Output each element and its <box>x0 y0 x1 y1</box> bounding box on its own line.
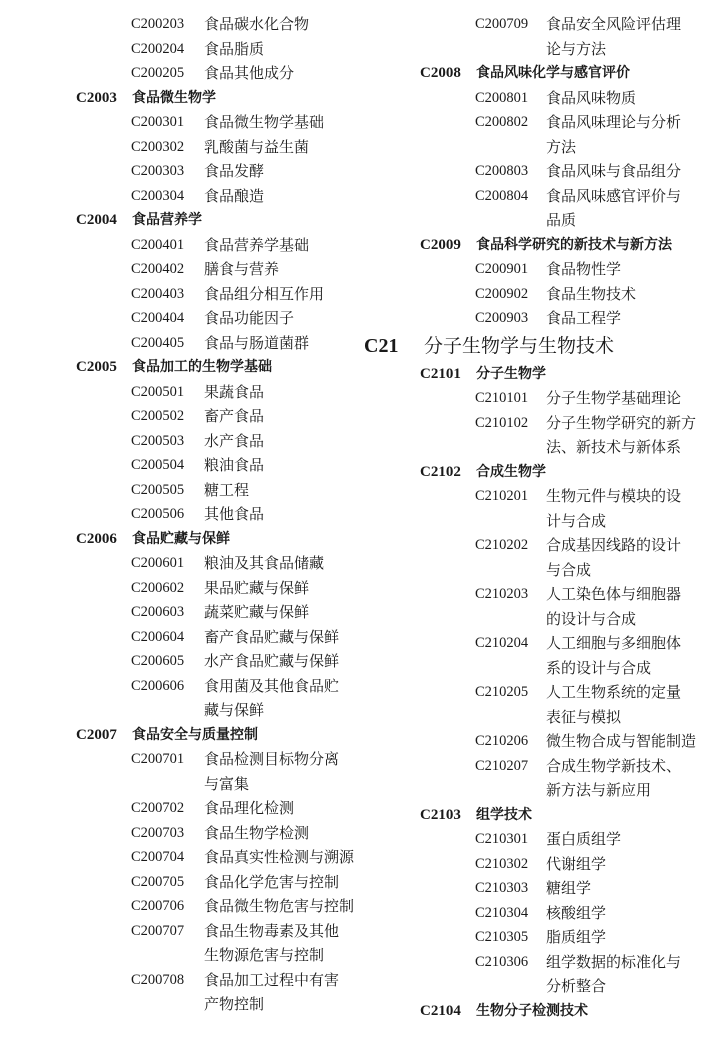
entry-row <box>362 729 720 754</box>
entry-title: 水产食品 <box>204 431 265 450</box>
entry-title: 食品工程学 <box>546 309 622 327</box>
entry-row <box>362 37 720 62</box>
entry-code: C200403 <box>131 285 185 302</box>
entry-row <box>0 723 360 748</box>
entry-code: C210207 <box>475 757 529 774</box>
entry-title: 合成生物学新技术、 <box>546 756 682 775</box>
entry-title: 食品微生物学基础 <box>204 113 325 131</box>
entry-code: C200504 <box>131 457 185 473</box>
entry-title: 品质 <box>546 211 577 229</box>
entry-code: C2007 <box>76 726 117 743</box>
entry-title: 论与方法 <box>546 39 607 58</box>
entry-code: C200204 <box>131 40 185 57</box>
entry-row <box>0 233 360 258</box>
entry-row <box>362 754 720 779</box>
entry-title: 计与合成 <box>546 511 607 530</box>
entry-title: 食品风味感官评价与 <box>546 186 682 205</box>
entry-code: C200707 <box>131 922 185 939</box>
entry-title: 产物控制 <box>204 995 265 1013</box>
entry-code: C210302 <box>475 855 529 872</box>
entry-title: 食品风味化学与感官评价 <box>476 65 630 81</box>
entry-title: 食品贮藏与保鲜 <box>132 530 230 547</box>
entry-code: C200802 <box>475 114 529 130</box>
entry-row <box>0 968 360 993</box>
entry-code: C200203 <box>131 16 185 32</box>
entry-title: 食品发酵 <box>204 162 265 180</box>
entry-title: 食品生物学检测 <box>204 823 310 842</box>
entry-code: C200604 <box>131 628 185 645</box>
entry-code: C200704 <box>131 849 185 865</box>
entry-row <box>362 656 720 681</box>
entry-row <box>362 950 720 975</box>
entry-title: 人工染色体与细胞器 <box>546 585 682 603</box>
entry-row <box>0 527 360 552</box>
entry-title: 食品碳水化合物 <box>204 15 310 33</box>
entry-title: 食品营养学基础 <box>204 235 310 254</box>
entry-code: C210203 <box>475 586 529 602</box>
entry-code: C2102 <box>420 463 461 480</box>
entry-row <box>362 680 720 705</box>
entry-row <box>0 625 360 650</box>
entry-code: C210304 <box>475 904 529 921</box>
entry-code: C210205 <box>475 684 529 700</box>
entry-code: C200709 <box>475 16 529 32</box>
entry-code: C200405 <box>131 334 185 351</box>
entry-title: 分子生物学研究的新方 <box>546 413 697 432</box>
entry-row <box>362 607 720 632</box>
entry-row <box>362 386 720 411</box>
entry-row <box>362 827 720 852</box>
entry-row <box>0 747 360 772</box>
entry-row <box>0 355 360 380</box>
entry-row <box>362 803 720 828</box>
entry-row <box>0 674 360 699</box>
entry-code: C210206 <box>475 733 529 749</box>
entry-code: C210201 <box>475 488 529 504</box>
entry-title: 食品脂质 <box>204 39 265 58</box>
entry-code: C200801 <box>475 89 529 106</box>
entry-title: 糖工程 <box>204 480 250 499</box>
entry-row <box>0 86 360 111</box>
entry-row <box>362 460 720 485</box>
entry-title: 表征与模拟 <box>546 707 622 726</box>
entry-title: 食品风味物质 <box>546 88 637 107</box>
entry-row <box>0 600 360 625</box>
entry-title: 畜产食品 <box>204 407 265 425</box>
entry-row <box>362 631 720 656</box>
entry-code: C2103 <box>420 806 461 823</box>
entry-code: C200401 <box>131 236 185 253</box>
entry-row <box>0 453 360 478</box>
entry-row <box>0 992 360 1017</box>
entry-code: C200803 <box>475 163 529 179</box>
entry-row <box>0 380 360 405</box>
entry-row <box>362 306 720 331</box>
entry-row <box>362 974 720 999</box>
entry-title: 法、新技术与新体系 <box>546 438 682 456</box>
entry-code: C200901 <box>475 261 529 277</box>
entry-title: 人工生物系统的定量 <box>546 683 682 701</box>
entry-title: 食品风味与食品组分 <box>546 162 682 180</box>
entry-title: 食品微生物学 <box>132 89 216 106</box>
entry-title: 微生物合成与智能制造 <box>546 732 697 750</box>
entry-code: C200804 <box>475 187 529 204</box>
entry-code: C210305 <box>475 929 529 945</box>
entry-title: 藏与保鲜 <box>204 701 265 719</box>
entry-row <box>0 894 360 919</box>
entry-code: C200708 <box>131 971 185 988</box>
entry-row <box>0 135 360 160</box>
entry-title: 核酸组学 <box>546 903 607 922</box>
entry-row <box>362 533 720 558</box>
entry-title: 食品酿造 <box>204 186 265 205</box>
entry-row <box>0 257 360 282</box>
entry-row <box>0 61 360 86</box>
entry-row <box>362 233 720 258</box>
entry-title: 分子生物学 <box>476 365 546 382</box>
entry-row <box>362 999 720 1024</box>
entry-row <box>0 821 360 846</box>
entry-title: 人工细胞与多细胞体 <box>546 634 682 652</box>
entry-row <box>362 331 720 362</box>
entry-title: 生物源危害与控制 <box>204 946 325 964</box>
entry-row <box>362 282 720 307</box>
entry-row <box>0 110 360 135</box>
entry-code: C2104 <box>420 1002 461 1019</box>
entry-row <box>362 257 720 282</box>
entry-title: 食品检测目标物分离 <box>204 750 340 768</box>
entry-row <box>362 852 720 877</box>
entry-title: 组学数据的标准化与 <box>546 952 682 971</box>
entry-row <box>362 362 720 387</box>
entry-title: 组学技术 <box>476 806 532 823</box>
entry-code: C200701 <box>131 751 185 767</box>
entry-title: 蔬菜贮藏与保鲜 <box>204 603 310 621</box>
entry-row <box>0 331 360 356</box>
entry-row <box>362 509 720 534</box>
entry-code: C200304 <box>131 187 185 204</box>
entry-code: C2008 <box>420 65 461 81</box>
entry-title: 水产食品贮藏与保鲜 <box>204 652 340 670</box>
left-column <box>0 12 360 1017</box>
entry-row <box>362 778 720 803</box>
entry-code: C200601 <box>131 555 185 571</box>
entry-title: 食用菌及其他食品贮 <box>204 676 340 695</box>
entry-title: 粮油及其食品储藏 <box>204 554 325 572</box>
entry-code: C200501 <box>131 383 185 400</box>
entry-title: 脂质组学 <box>546 928 607 946</box>
entry-code: C200605 <box>131 653 185 669</box>
entry-title: 畜产食品贮藏与保鲜 <box>204 627 340 646</box>
entry-code: C2003 <box>76 89 117 106</box>
entry-title: 生物分子检测技术 <box>476 1002 588 1019</box>
entry-code: C210301 <box>475 831 529 847</box>
entry-code: C200703 <box>131 824 185 841</box>
entry-title: 食品其他成分 <box>204 64 295 82</box>
entry-title: 与合成 <box>546 560 592 579</box>
entry-title: 食品与肠道菌群 <box>204 333 310 352</box>
entry-title: 食品物性学 <box>546 260 622 278</box>
entry-row <box>362 558 720 583</box>
entry-code: C210202 <box>475 537 529 553</box>
entry-code: C200506 <box>131 506 185 522</box>
entry-row <box>362 110 720 135</box>
entry-row <box>0 306 360 331</box>
entry-title: 粮油食品 <box>204 456 265 474</box>
entry-title: 食品生物技术 <box>546 284 637 303</box>
entry-code: C210306 <box>475 953 529 970</box>
entry-row <box>0 404 360 429</box>
entry-title: 食品生物毒素及其他 <box>204 921 340 940</box>
entry-code: C200706 <box>131 898 185 914</box>
entry-title: 生物元件与模块的设 <box>546 487 682 505</box>
entry-title: 食品安全与质量控制 <box>132 726 258 743</box>
entry-title: 膳食与营养 <box>204 260 280 278</box>
entry-code: C200302 <box>131 138 185 155</box>
right-column <box>362 12 720 1023</box>
entry-title: 食品功能因子 <box>204 309 295 327</box>
entry-title: 食品微生物危害与控制 <box>204 897 355 915</box>
entry-title: 食品加工的生物学基础 <box>132 359 272 375</box>
entry-row <box>362 135 720 160</box>
entry-row <box>0 184 360 209</box>
entry-title: 新方法与新应用 <box>546 781 652 799</box>
entry-title: 方法 <box>546 137 577 156</box>
entry-code: C200301 <box>131 114 185 130</box>
entry-code: C200404 <box>131 310 185 326</box>
entry-row <box>0 649 360 674</box>
entry-title: 食品真实性检测与溯源 <box>204 848 355 866</box>
entry-code: C200502 <box>131 408 185 424</box>
entry-title: 其他食品 <box>204 505 265 523</box>
entry-title: 食品组分相互作用 <box>204 284 325 303</box>
entry-row <box>362 901 720 926</box>
entry-row <box>362 582 720 607</box>
entry-code: C200902 <box>475 285 529 302</box>
entry-row <box>362 411 720 436</box>
entry-code: C200903 <box>475 310 529 326</box>
entry-code: C200402 <box>131 261 185 277</box>
entry-code: C210303 <box>475 880 529 896</box>
entry-code: C200705 <box>131 873 185 890</box>
entry-row <box>0 502 360 527</box>
entry-row <box>0 429 360 454</box>
entry-row <box>362 876 720 901</box>
entry-row <box>362 159 720 184</box>
entry-title: 合成生物学 <box>476 463 546 480</box>
entry-row <box>0 282 360 307</box>
entry-title: 分子生物学基础理论 <box>546 389 682 407</box>
entry-code: C2009 <box>420 236 461 253</box>
entry-row <box>362 925 720 950</box>
entry-code: C210204 <box>475 635 529 651</box>
entry-title: 食品安全风险评估理 <box>546 15 682 33</box>
entry-row <box>0 796 360 821</box>
entry-title: 蛋白质组学 <box>546 830 622 848</box>
entry-code: C210102 <box>475 414 529 431</box>
entry-code: C200205 <box>131 65 185 81</box>
entry-row <box>362 435 720 460</box>
entry-code: C2005 <box>76 359 117 375</box>
entry-title: 与富集 <box>204 774 250 793</box>
entry-title: 食品风味理论与分析 <box>546 113 682 131</box>
entry-row <box>0 551 360 576</box>
entry-row <box>0 943 360 968</box>
entry-title: 合成基因线路的设计 <box>546 536 682 554</box>
entry-title: 果蔬食品 <box>204 382 265 401</box>
entry-code: C200503 <box>131 432 185 449</box>
entry-row <box>0 919 360 944</box>
entry-code: C200602 <box>131 579 185 596</box>
entry-title: 食品科学研究的新技术与新方法 <box>476 236 672 253</box>
entry-title: 果品贮藏与保鲜 <box>204 578 310 597</box>
entry-title: 代谢组学 <box>546 854 607 873</box>
entry-code: C21 <box>364 334 399 357</box>
entry-code: C200606 <box>131 677 185 694</box>
entry-row <box>362 86 720 111</box>
entry-code: C2004 <box>76 212 117 228</box>
entry-title: 系的设计与合成 <box>546 658 652 677</box>
entry-row <box>362 705 720 730</box>
entry-row <box>0 37 360 62</box>
entry-row <box>0 576 360 601</box>
entry-row <box>0 12 360 37</box>
entry-row <box>0 208 360 233</box>
entry-row <box>0 845 360 870</box>
entry-code: C2101 <box>420 365 461 382</box>
entry-row <box>362 184 720 209</box>
entry-row <box>362 12 720 37</box>
entry-title: 食品营养学 <box>132 212 202 228</box>
entry-code: C200702 <box>131 800 185 816</box>
entry-code: C2006 <box>76 530 117 547</box>
entry-row <box>0 772 360 797</box>
entry-title: 食品理化检测 <box>204 799 295 817</box>
entry-title: 的设计与合成 <box>546 609 637 628</box>
entry-row <box>362 484 720 509</box>
entry-title: 食品化学危害与控制 <box>204 872 340 891</box>
entry-row <box>0 698 360 723</box>
entry-title: 食品加工过程中有害 <box>204 970 340 989</box>
entry-code: C210101 <box>475 390 529 406</box>
entry-row <box>362 208 720 233</box>
entry-code: C200505 <box>131 481 185 498</box>
entry-row <box>0 159 360 184</box>
entry-title: 分析整合 <box>546 977 607 995</box>
entry-row <box>0 478 360 503</box>
entry-code: C200603 <box>131 604 185 620</box>
entry-code: C200303 <box>131 163 185 179</box>
entry-title: 分子生物学与生物技术 <box>424 334 615 357</box>
entry-row <box>0 870 360 895</box>
entry-row <box>362 61 720 86</box>
entry-title: 乳酸菌与益生菌 <box>204 137 310 156</box>
entry-title: 糖组学 <box>546 879 592 897</box>
